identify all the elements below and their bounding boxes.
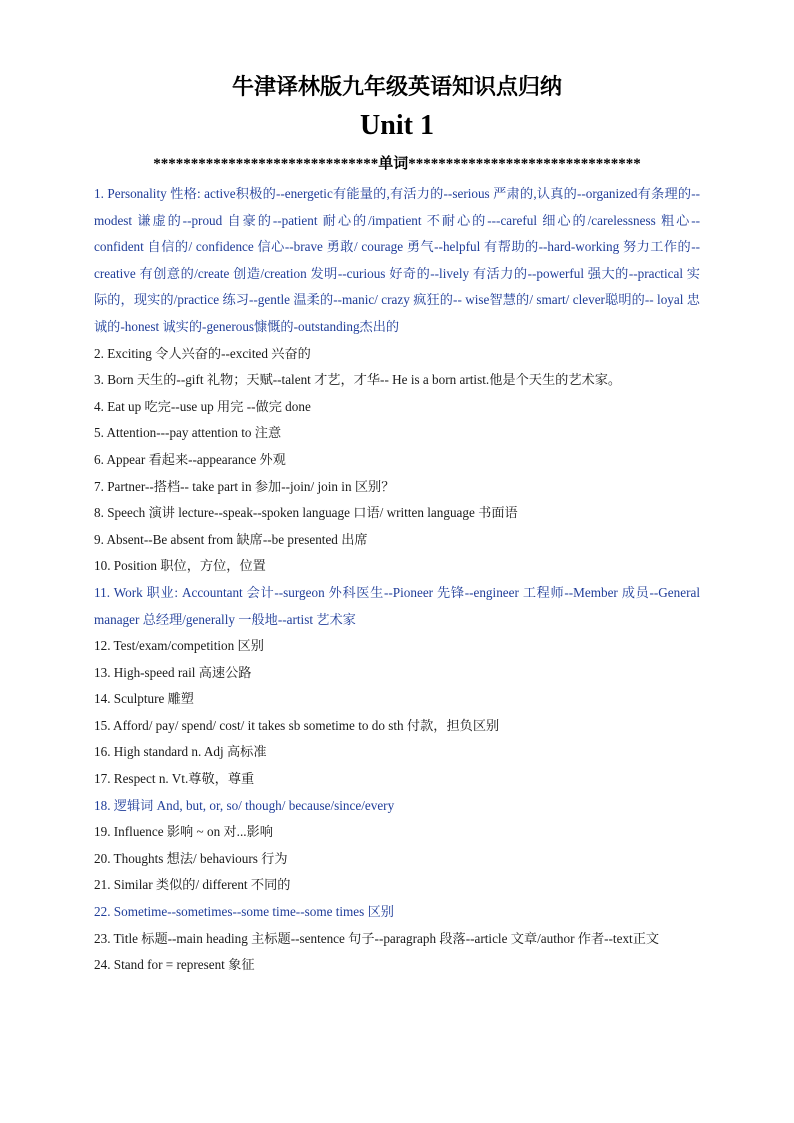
list-item: 19. Influence 影响 ~ on 对...影响 (94, 824, 273, 840)
list-item: 4. Eat up 吃完--use up 用完 --做完 done (94, 398, 311, 414)
document-title: 牛津译林版九年级英语知识点归纳 (231, 74, 562, 100)
unit-heading: Unit 1 (360, 110, 434, 141)
list-item: 13. High-speed rail 高速公路 (94, 664, 252, 680)
list-item: 8. Speech 演讲 lecture--speak--spoken language 口语/ written language 书面语 (94, 505, 518, 521)
list-item: 24. Stand for = represent 象征 (94, 957, 255, 973)
list-item: 14. Sculpture 雕塑 (94, 691, 194, 707)
list-item: 10. Position 职位，方位，位置 (94, 558, 266, 574)
list-item: 18. 逻辑词 And, but, or, so/ though/ because/since/every (94, 797, 395, 813)
list-item: 2. Exciting 令人兴奋的--excited 兴奋的 (94, 345, 311, 361)
list-item: 5. Attention---pay attention to 注意 (94, 425, 282, 441)
list-item: 1. Personality 性格: active积极的--energetic有能量的,有活力的--serious 严肃的,认真的--organized有条理的--modest 谦虚的--proud 自豪的--patient 耐心的/impatient 不耐心的---careful 细心的/carelessness 粗心--confident 自信的/ confidence 信心--brave 勇敢/ courage 勇气--helpful 有帮助的--hard-working 努力工作的--creative 有创意的/create 创造/creation 发明--curious 好奇的--lively 有活力的--powerful 强大的--practical 实际的，现实的/practice 练习--gentle 温柔的--manic/ crazy 疯狂的-- wise智慧的/ smart/ clever聪明的-- loyal 忠诚的-honest 诚实的-generous慷慨的-outstanding杰出的 (94, 186, 700, 334)
section-divider-vocabulary: ******************************单词******************************* (153, 156, 641, 172)
list-item: 17. Respect n. Vt.尊敬，尊重 (94, 771, 255, 787)
list-item: 6. Appear 看起来--appearance 外观 (94, 451, 286, 467)
list-item: 11. Work 职业: Accountant 会计--surgeon 外科医生--Pioneer 先锋--engineer 工程师--Member 成员--General manager 总经理/generally 一般地--artist 艺术家 (94, 584, 700, 627)
list-item: 12. Test/exam/competition 区别 (94, 638, 264, 654)
list-item: 21. Similar 类似的/ different 不同的 (94, 877, 291, 893)
list-item: 9. Absent--Be absent from 缺席--be presented 出席 (94, 531, 368, 547)
list-item: 3. Born 天生的--gift 礼物；天赋--talent 才艺，才华-- He is a born artist.他是个天生的艺术家。 (94, 372, 622, 388)
vocabulary-list (94, 181, 700, 979)
list-item: 22. Sometime--sometimes--some time--some times 区别 (94, 904, 394, 920)
list-item: 15. Afford/ pay/ spend/ cost/ it takes sb sometime to do sth 付款，担负区别 (94, 717, 500, 733)
list-item: 20. Thoughts 想法/ behaviours 行为 (94, 850, 288, 866)
list-item: 7. Partner--搭档-- take part in 参加--join/ join in 区别？ (94, 478, 395, 494)
list-item: 16. High standard n. Adj 高标准 (94, 744, 267, 760)
list-item: 23. Title 标题--main heading 主标题--sentence 句子--paragraph 段落--article 文章/author 作者--text正文 (94, 930, 660, 946)
